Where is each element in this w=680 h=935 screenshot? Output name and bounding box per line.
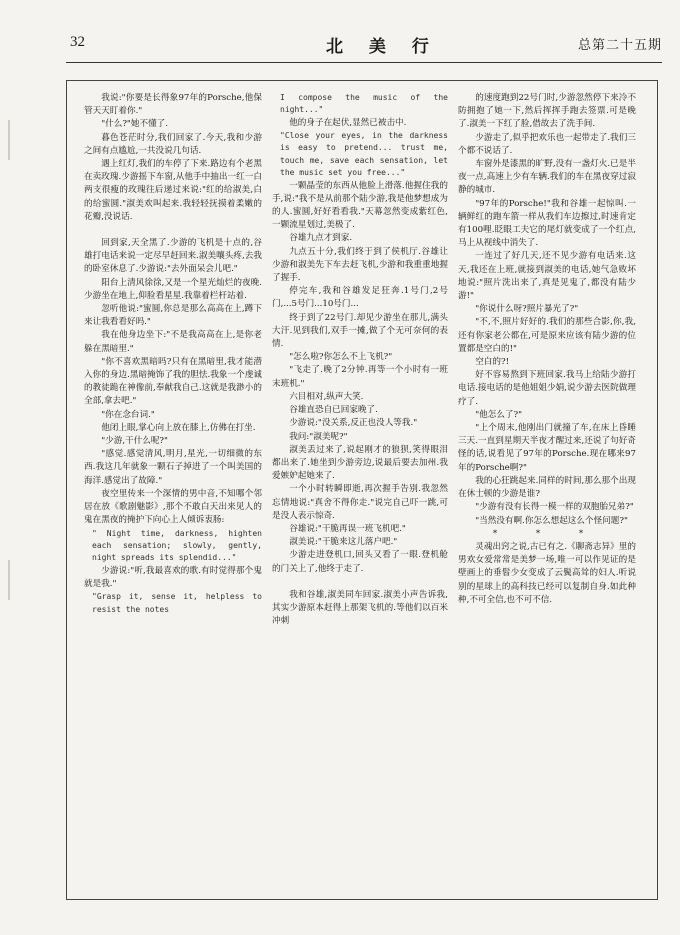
paragraph: 少游说:"没关系,反正也没人等我." xyxy=(289,418,418,429)
paragraph: 我问:"淑美呢?" xyxy=(289,431,348,442)
paragraph: 灵魂出窍之说,古已有之.《聊斋志异》里的男欢女爱常常是美梦一场,唯一可以作见证的是壁画上的垂髫少女变成了云鬓高耸的妇人.听说别的星球上的高科技已经可以复制自身.如此种种,不可全信,也不可不信. xyxy=(458,541,636,605)
paragraph: "不,不,照片好好的.我们的那些合影,你,我,还有你家老公都在,可是原来应该有陆少游的位置都是空白的!" xyxy=(458,317,636,354)
text-column-3 xyxy=(458,92,636,672)
paragraph: 九点五十分,我们终于到了侯机厅.谷雄让少游和淑美先下车去赶飞机,少游和我重重地握了握手. xyxy=(272,246,448,284)
binding-mark xyxy=(8,120,10,160)
paragraph: 暮色苍茫时分,我们回家了.今天,我和少游之间有点尴尬,一共没说几句话. xyxy=(84,132,262,156)
paragraph: "你不喜欢黑暗吗?只有在黑暗里,我才能潜入你的身边.黑暗掩饰了我的胆怯.我象一个虔诚的教徒跪在神像前,奉献我自己.这就是我渺小的全部,拿去吧." xyxy=(84,356,262,407)
paragraph: 的速度跑到22号门时,少游忽然停下来冷不防拥抱了她一下,然后挥挥手跑去签票.可是晚了.淑美一下红了脸,借故去了洗手间. xyxy=(458,93,636,130)
paragraph: 我和谷雄,淑美同车回家.淑美小声告诉我,其实少游原本赶得上那架飞机的.等他们以百米冲刺 xyxy=(272,589,448,627)
paragraph: 他的身子在起伏,显然已被击中. xyxy=(289,117,407,128)
paragraph: "少游,干什么呢?" xyxy=(101,436,168,447)
text-column-2 xyxy=(272,92,448,652)
paragraph: 淑美说:"干脆来这儿落户吧." xyxy=(289,537,398,548)
song-lyric: " Night time, darkness, highten each sensation; slowly, gently, night spreads its splendid..." xyxy=(92,528,262,563)
paragraph: 回到家,天全黑了.少游的飞机是十点的,谷雄打电话来说一定尽早赶回来.淑美嚷头疼,去我的卧室休息了.少游说:"去外面呆会儿吧." xyxy=(84,238,262,275)
paragraph: 少游说:"听,我最喜欢的歌.有时觉得那个鬼就是我." xyxy=(84,565,262,589)
paragraph: 少游走了,似乎把欢乐也一起带走了.我们三个都不说话了. xyxy=(458,132,636,156)
paragraph: 谷雄说:"干脆再误一班飞机吧." xyxy=(289,523,406,534)
paragraph: 我的心狂跳起来.同样的时间,那么那个出现在休士顿的少游是谁? xyxy=(458,475,636,500)
paragraph: "上个周末,他刚出门就撞了车,在床上昏睡三天.一直到星期天半夜才醒过来,还说了句好奇怪的话,说看见了97年的Porsche.现在哪来97年的Porsche啊?" xyxy=(458,423,636,473)
paragraph: "什么?"她不懂了. xyxy=(101,119,168,130)
paragraph: "感觉.感觉清风,明月,星光,一切细微的东西.我这几年就象一颗石子掉进了一个叫美国的海洋.感觉出了故障." xyxy=(84,449,262,486)
header-rule xyxy=(66,62,662,63)
paragraph: "你在念台词." xyxy=(101,409,155,420)
paragraph: 夜空里传来一个深情的男中音,不知哪个邻居在放《歌剧魅影》,那个不敢白天出来见人的鬼在黑夜的掩护下向心上人倾诉衷肠: xyxy=(84,488,262,526)
issue-label: 总第二十五期 xyxy=(577,38,662,53)
paragraph: "当然没有啊.你怎么想起这么个怪问题?" xyxy=(475,515,628,526)
paragraph: "飞走了.晚了2分钟.再等一个小时有一班末班机." xyxy=(272,365,448,389)
paragraph: "你说什么呀?照片暴光了?" xyxy=(475,304,579,315)
text-column-1 xyxy=(84,92,262,742)
page-header xyxy=(56,34,662,60)
paragraph: 我在他身边坐下:"不是我高高在上,是你老躲在黑暗里." xyxy=(84,330,262,354)
paragraph: 终于到了22号门.却见少游坐在那儿,满头大汗.见到我们,双手一摊,做了个无可奈何的表情. xyxy=(272,312,448,350)
paragraph: 阳台上清风徐徐,又是一个星光灿烂的夜晚.少游坐在地上,仰脸看星星.我靠着栏杆站着. xyxy=(84,277,262,301)
paragraph: 他闭上眼,掌心向上放在膝上,仿佛在打坐. xyxy=(101,422,256,433)
journal-title: 北 美 行 xyxy=(326,37,439,57)
song-lyric: I compose the music of the night..." xyxy=(280,93,448,115)
paragraph: 我说:"你要是长得象97年的Porsche,他保管天天盯着你." xyxy=(84,93,262,117)
paragraph: 少游走进登机口,回头又看了一眼.登机舱的门关上了,他终于走了. xyxy=(272,550,448,574)
song-lyric: "Grasp it, sense it, helpless to resist the notes xyxy=(92,592,262,614)
song-lyric: "Close your eyes, in the darkness is easy to pretend... trust me, touch me, save each sensation, let the music set you free..." xyxy=(280,131,448,178)
paragraph: 好不容易熬到下班回家.我马上给陆少游打电话.接电话的是他姐姐少娟,说少游去医院做理疗了. xyxy=(458,370,636,407)
paragraph: 谷雄九点才到家. xyxy=(289,233,353,244)
paragraph: 车窗外是漆黑的旷野,没有一盏灯火.已是半夜一点,高速上少有车辆.我们的车在黑夜穿过寂静的城市. xyxy=(458,159,636,196)
paragraph: 一颗晶莹的东西从他脸上滑落.他握住我的手,说:"我不是从前那个陆少游,我是他梦想成为的人.蜜圆,好好看看我."天幕忽然变成紫红色,一颗流星划过,美极了. xyxy=(272,180,448,231)
paragraph: 一连过了好几天,还不见少游有电话来.这天,我还在上班,就接到淑美的电话,她气急败坏地说:"照片洗出来了,真是见鬼了,都没有陆少游!" xyxy=(458,251,636,302)
paragraph: "他怎么了?" xyxy=(475,409,523,420)
paragraph: 淑美丢过来了,说起刚才的狼狈,笑得眼泪都出来了.她坐到少游旁边,说最后要去加州.我爱嫉妒起她来了. xyxy=(272,444,448,482)
paragraph: 谷雄直恐自已回家晚了. xyxy=(289,405,378,416)
binding-mark xyxy=(8,560,10,600)
paragraph: 六目相对,纵声大笑. xyxy=(289,391,364,402)
paragraph: 遇上红灯,我们的车停了下来.路边有个老黑在卖玫瑰.少游摇下车窗,从他手中抽出一红一白两支很瘦的玫瑰往后递过来说:"红的给淑美,白的给蜜圆."淑美欢叫起来.我轻轻抚摸着柔嫩的花瓣,没说话. xyxy=(84,159,262,222)
paragraph: 停完车,我和谷雄发足狂奔.1号门,2号门,...5号门...10号门... xyxy=(272,286,448,310)
paragraph: 一个小时转瞬即逝,再次握手告别.我忽然忘情地说:"真舍不得你走."说完自己吓一跳,可是没人表示惊奇. xyxy=(272,484,448,521)
paragraph: "少游有没有长得一模一样的双胞胎兄弟?" xyxy=(475,502,634,513)
page-number: 32 xyxy=(70,34,85,50)
paragraph: 空白的?! xyxy=(475,357,510,368)
paragraph: "97年的Porsche!"我和谷雄一起惊叫.一辆鲜红的跑车箭一样从我们车边擦过,时速肯定有100哩.眨眼工夫它的尾灯就变成了一个红点,马上从视线中消失了. xyxy=(458,198,636,249)
paragraph: "怎么啦?你怎么不上飞机?" xyxy=(289,352,393,363)
paragraph: 忽听他说:"蜜圆,你总是那么高高在上,蹲下来让我看看好吗." xyxy=(84,304,262,328)
section-break: * * * xyxy=(492,528,602,539)
